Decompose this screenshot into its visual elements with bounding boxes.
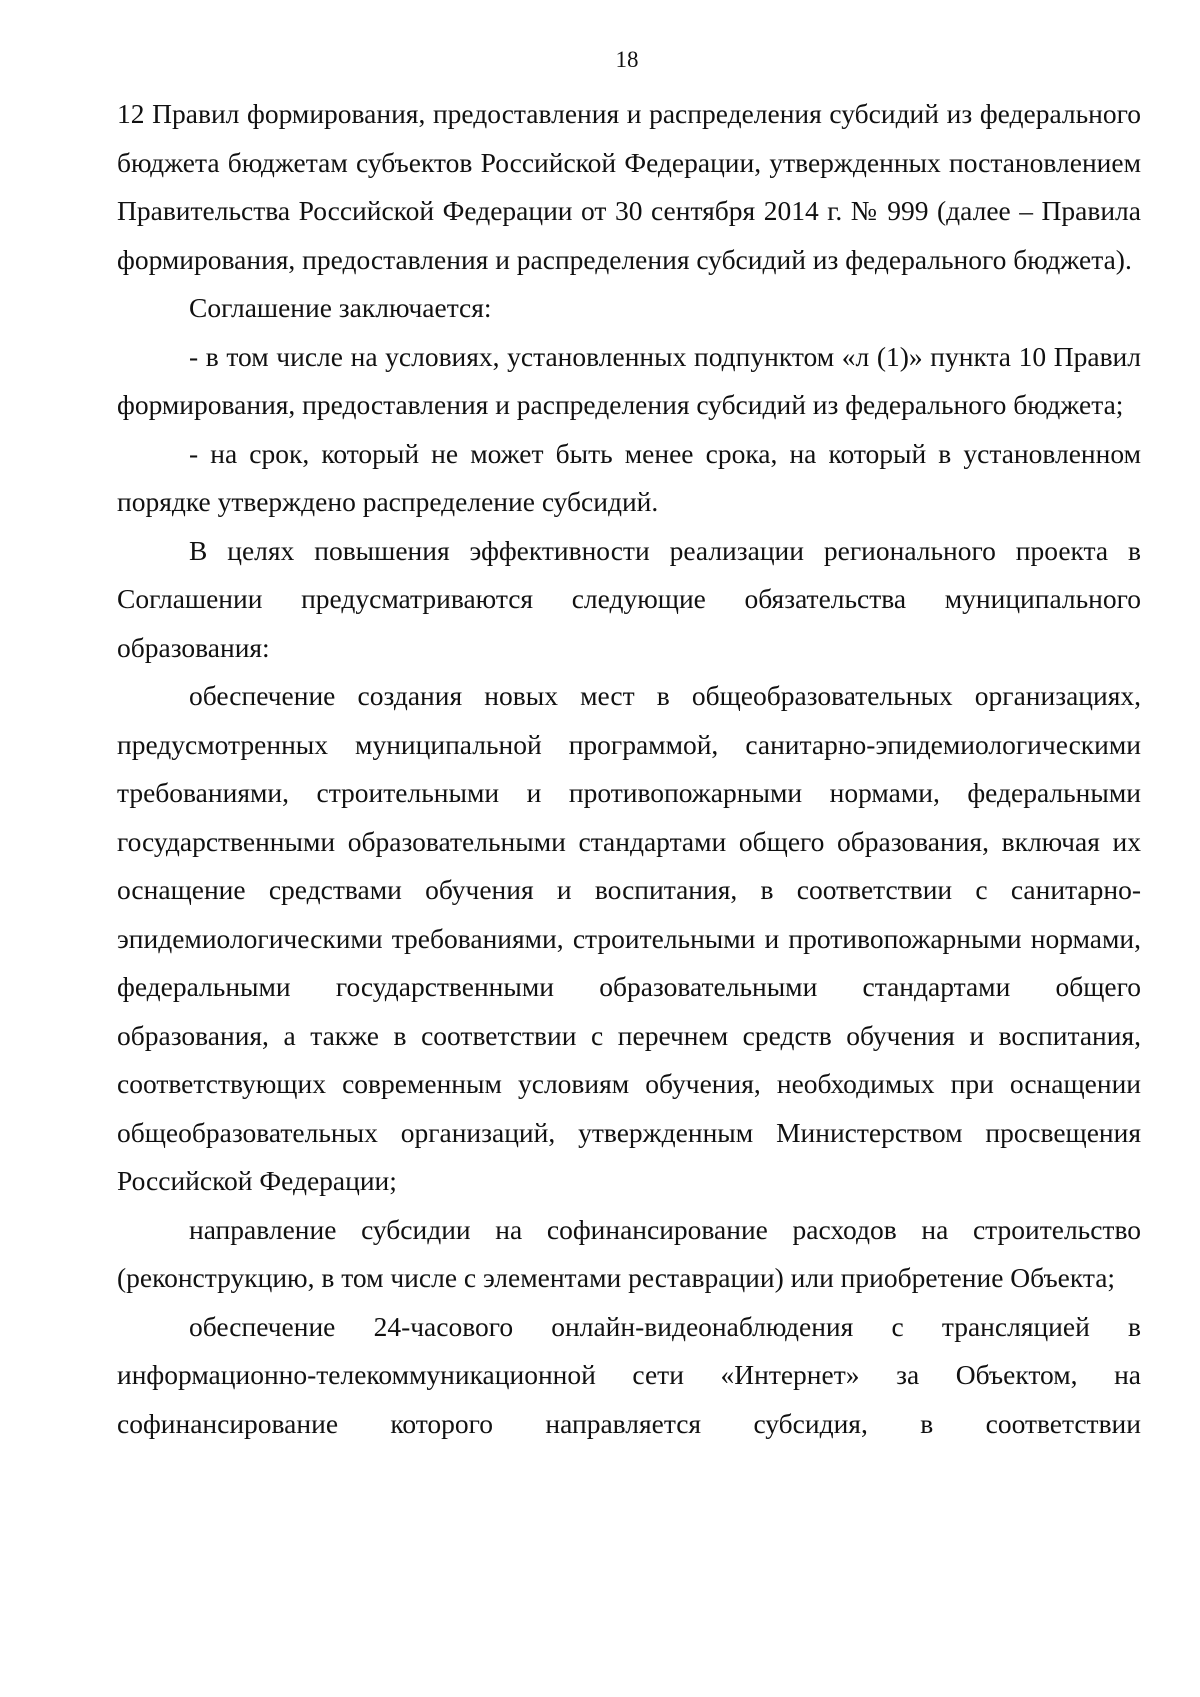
paragraph-obligation-video-surveillance: обеспечение 24-часового онлайн-видеонаблюдения с трансляцией в информационно-телекоммуникационной сети «Интернет» за Объектом, на софинансирование которого направляется субсидия, в соответствии: [117, 1310, 1141, 1439]
paragraph-agreement-intro: Соглашение заключается:: [189, 292, 492, 323]
document-body: [117, 90, 1141, 1448]
paragraph-agreement-term: - на срок, который не может быть менее срока, на который в установленном порядке утверждено распределение субсидий.: [117, 437, 1141, 517]
paragraph-obligations-intro: В целях повышения эффективности реализации регионального проекта в Соглашении предусматриваются следующие обязательства муниципального образования:: [117, 534, 1141, 663]
paragraph-rules-reference: 12 Правил формирования, предоставления и распределения субсидий из федерального бюджета бюджетам субъектов Российской Федерации, утвержденных постановлением Правительства Российской Федерации от 30 сентября 2014 г. № 999 (далее – Правила формирования, предоставления и распределения субсидий из федерального бюджета).: [117, 98, 1141, 275]
paragraph-agreement-conditions: - в том числе на условиях, установленных подпунктом «л (1)» пункта 10 Правил формирования, предоставления и распределения субсидий из федерального бюджета;: [117, 340, 1141, 420]
paragraph-obligation-new-places: обеспечение создания новых мест в общеобразовательных организациях, предусмотренных муниципальной программой, санитарно-эпидемиологическими требованиями, строительными и противопожарными нормами, федеральными государственными образовательными стандартами общего образования, включая их оснащение средствами обучения и воспитания, в соответствии с санитарно-эпидемиологическими требованиями, строительными и противопожарными нормами, федеральными государственными образовательными стандартами общего образования, а также в соответствии с перечнем средств обучения и воспитания, соответствующих современным условиям обучения, необходимых при оснащении общеобразовательных организаций, утвержденным Министерством просвещения Российской Федерации;: [117, 680, 1141, 1196]
page-number: 18: [615, 47, 639, 72]
paragraph-obligation-subsidy-direction: направление субсидии на софинансирование расходов на строительство (реконструкцию, в том числе с элементами реставрации) или приобретение Объекта;: [117, 1213, 1141, 1293]
